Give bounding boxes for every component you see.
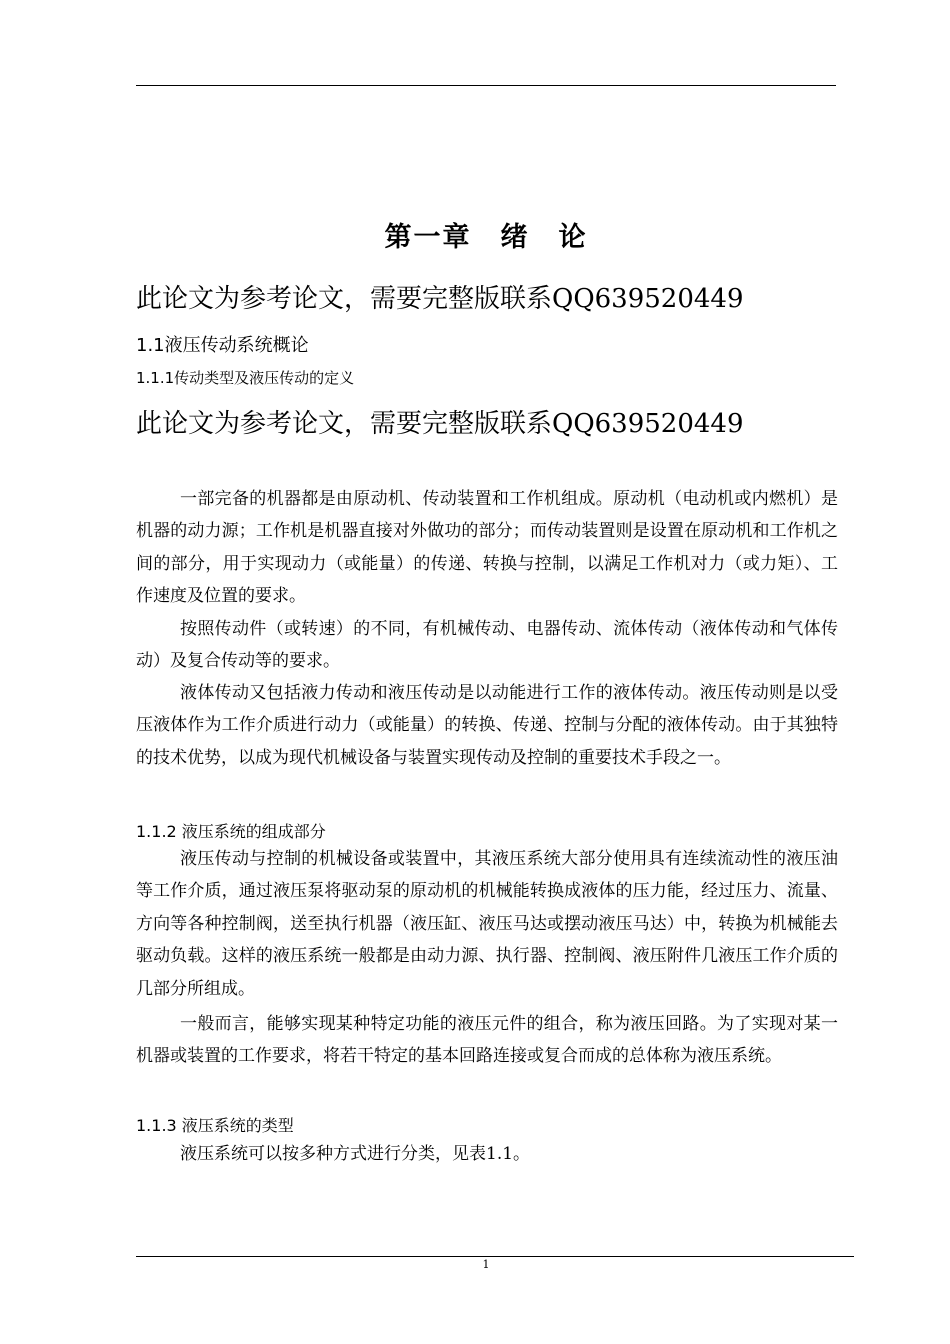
paragraph: 一部完备的机器都是由原动机、传动装置和工作机组成。原动机（电动机或内燃机）是机器的动力源；工作机是机器直接对外做功的部分；而传动装置则是设置在原动机和工作机之间的部分，用于实现动力（或能量）的传递、转换与控制，以满足工作机对力（或力矩）、工作速度及位置的要求。 — [136, 489, 838, 607]
paragraph: 按照传动件（或转速）的不同，有机械传动、电器传动、流体传动（液体传动和气体传动）及复合传动等的要求。 — [136, 619, 838, 672]
paragraph: 液压传动与控制的机械设备或装置中，其液压系统大部分使用具有连续流动性的液压油等工作介质，通过液压泵将驱动泵的原动机的机械能转换成液体的压力能，经过压力、流量、方向等各种控制阀，送至执行机器（液压缸、液压马达或摆动液压马达）中，转换为机械能去驱动负载。这样的液压系统一般都是由动力源、执行器、控制阀、液压附件几液压工作介质的几部分所组成。 — [136, 849, 838, 999]
subsection-heading-1-1-2: 1.1.2 液压系统的组成部分 — [136, 822, 326, 841]
paragraph: 液体传动又包括液力传动和液压传动是以动能进行工作的液体传动。液压传动则是以受压液体作为工作介质进行动力（或能量）的转换、传递、控制与分配的液体传动。由于其独特的技术优势，以成为现代机械设备与装置实现传动及控制的重要技术手段之一。 — [136, 683, 838, 768]
footer-rule — [136, 1256, 854, 1257]
chapter-title: 第一章 绪 论 — [384, 222, 588, 253]
subsection-heading-1-1-3: 1.1.3 液压系统的类型 — [136, 1116, 294, 1135]
section-heading-1-1: 1.1液压传动系统概论 — [136, 335, 309, 356]
paragraph: 液压系统可以按多种方式进行分类，见表1.1。 — [180, 1144, 531, 1164]
paragraph: 一般而言，能够实现某种特定功能的液压元件的组合，称为液压回路。为了实现对某一机器或装置的工作要求，将若干特定的基本回路连接或复合而成的总体称为液压系统。 — [136, 1014, 838, 1067]
reference-notice: 此论文为参考论文，需要完整版联系QQ639520449 — [136, 284, 744, 314]
page-number: 1 — [482, 1258, 490, 1271]
header-rule — [136, 85, 836, 86]
subsection-heading-1-1-1: 1.1.1传动类型及液压传动的定义 — [136, 369, 355, 387]
reference-notice: 此论文为参考论文，需要完整版联系QQ639520449 — [136, 409, 744, 439]
